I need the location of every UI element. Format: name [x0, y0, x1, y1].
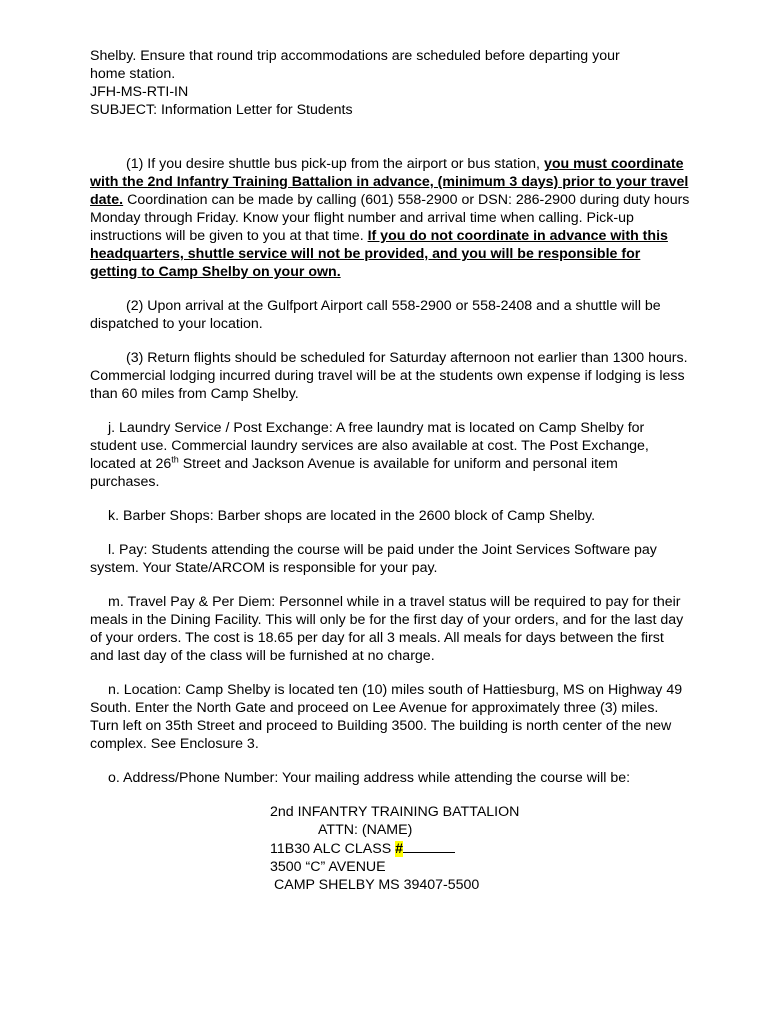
header-line-2: home station. — [90, 66, 176, 82]
office-symbol: JFH-MS-RTI-IN — [90, 84, 189, 100]
paragraph-1-body: Coordination can be made by calling (601) 558-2900 or DSN: 286-2900 during duty hours Monday through Friday. Know your flight number and arrival time when calling. Pick-up instructions will be given to you at that time. — [90, 192, 690, 244]
address-line-3 — [270, 839, 690, 858]
subject-line: SUBJECT: Information Letter for Students — [90, 102, 353, 118]
paragraph-2: (2) Upon arrival at the Gulfport Airport call 558-2900 or 558-2408 and a shuttle will be dispatched to your location. — [90, 298, 661, 332]
paragraph-j-superscript: th — [171, 454, 179, 465]
paragraph-1-emphasis: you must coordinate with the 2nd Infantry Training Battalion in advance, (minimum 3 days) prior to your travel date. — [90, 156, 689, 208]
paragraph-1-intro: (1) If you desire shuttle bus pick-up from the airport or bus station, — [126, 156, 544, 172]
mailing-address — [270, 803, 690, 894]
paragraph-k: k. Barber Shops: Barber shops are located in the 2600 block of Camp Shelby. — [108, 508, 596, 524]
paragraph-n: n. Location: Camp Shelby is located ten (10) miles south of Hattiesburg, MS on Highway 49 South. Enter the North Gate and proceed on Lee Avenue for approximately three (3) miles. Turn left on 35th Street and proceed to Building 3500. The building is north center of the new complex. See Enclosure 3. — [90, 682, 683, 752]
paragraph-o: o. Address/Phone Number: Your mailing address while attending the course will be: — [108, 770, 631, 786]
paragraph-m: m. Travel Pay & Per Diem: Personnel while in a travel status will be required to pay for their meals in the Dining Facility. This will only be for the first day of your orders, and for the last day of your orders. The cost is 18.65 per day for all 3 meals. All meals for days between the first and last day of the class will be furnished at no charge. — [90, 594, 684, 664]
address-line-5: CAMP SHELBY MS 39407-5500 — [274, 877, 480, 893]
address-line-1: 2nd INFANTRY TRAINING BATTALION — [270, 804, 520, 820]
class-number-blank — [403, 839, 455, 853]
class-number-highlight: # — [395, 841, 404, 857]
paragraph-3: (3) Return flights should be scheduled for Saturday afternoon not earlier than 1300 hours. Commercial lodging incurred during travel will be at the students own expense if lodging is less than 60 miles from Camp Shelby. — [90, 350, 688, 402]
paragraph-1-warning: If you do not coordinate in advance with this headquarters, shuttle service will not be provided, and you will be responsible for getting to Camp Shelby on your own. — [90, 228, 668, 280]
letter-page — [90, 47, 690, 894]
paragraph-j-part-2: Street and Jackson Avenue is available for uniform and personal item purchases. — [90, 456, 618, 490]
paragraph-l: l. Pay: Students attending the course will be paid under the Joint Services Software pay system. Your State/ARCOM is responsible for your pay. — [90, 542, 657, 576]
address-line-4: 3500 “C” AVENUE — [270, 859, 386, 875]
address-class-label: 11B30 ALC CLASS — [270, 841, 396, 857]
address-line-2: ATTN: (NAME) — [318, 822, 413, 838]
paragraph-j-part-1: j. Laundry Service / Post Exchange: A free laundry mat is located on Camp Shelby for student use. Commercial laundry services are also available at cost. The Post Exchange, located at 26 — [90, 420, 649, 472]
paragraph-1 — [90, 155, 690, 281]
header-line-1: Shelby. Ensure that round trip accommodations are scheduled before departing your — [90, 48, 620, 64]
paragraph-j — [90, 419, 690, 491]
